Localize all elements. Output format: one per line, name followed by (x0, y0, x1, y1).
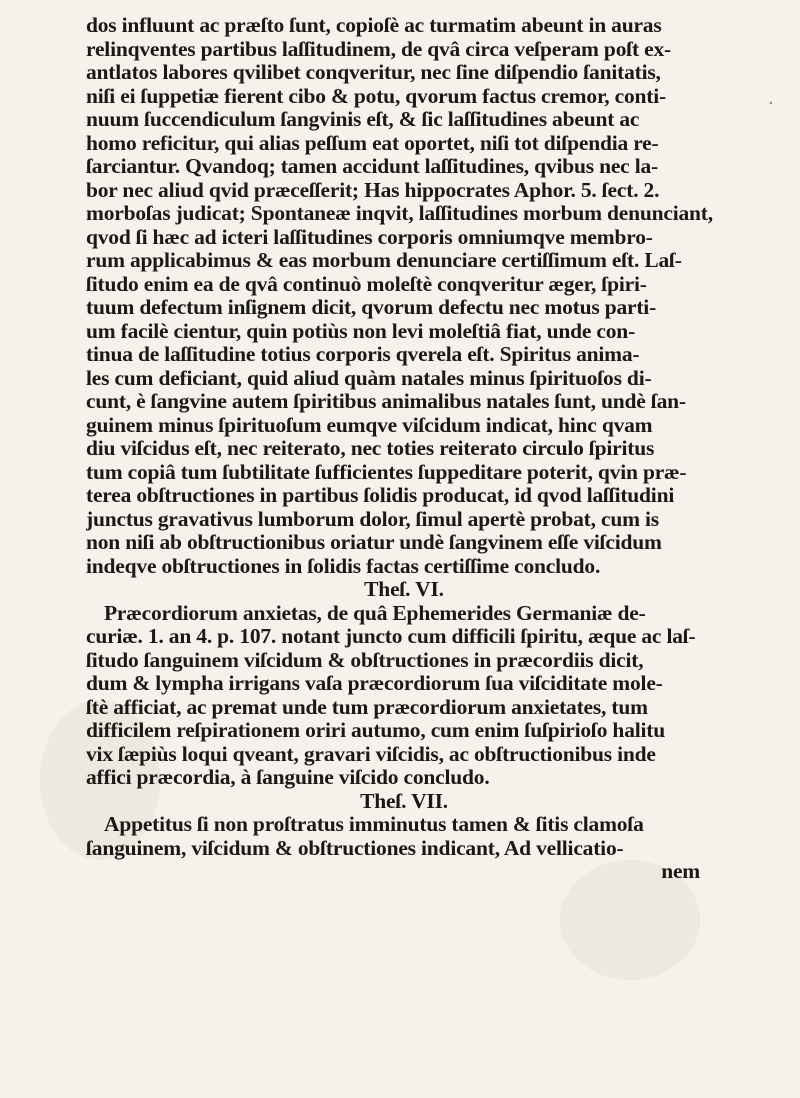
text-line: difficilem reſpirationem oriri autumo, cum enim ſuſpirioſo halitu (86, 719, 666, 742)
thesis-heading-6: Theſ. VI. (364, 578, 444, 601)
text-line: affici præcordia, à ſanguine viſcido concludo. (86, 766, 490, 789)
text-line: tuum defectum inſignem dicit, qvorum defectu nec motus parti- (86, 296, 657, 319)
text-line: ſanguinem, viſcidum & obſtructiones indicant, Ad vellicatio- (86, 836, 624, 860)
text-line: tum copiâ tum ſubtilitate ſufficientes ſuppeditare poterit, qvin præ- (86, 460, 687, 484)
margin-mark: . (768, 88, 774, 109)
text-line: les cum deficiant, quid aliud quàm natales minus ſpirituoſos di- (86, 366, 652, 390)
paragraph-thesis-6 (86, 602, 722, 790)
text-line: guinem minus ſpirituoſum eumqve viſcidum indicat, hinc qvam (86, 413, 653, 437)
text-line: Appetitus ſi non proſtratus imminutus tamen & ſitis clamoſa (104, 813, 644, 836)
paragraph-thesis-7 (86, 813, 722, 860)
body-text (86, 14, 722, 884)
text-line: cunt, è ſangvine autem ſpiritibus animalibus natales ſunt, undè ſan- (86, 390, 686, 413)
text-line: indeqve obſtructiones in ſolidis factas certiſſime concludo. (86, 554, 601, 578)
text-line: ſitudo ſanguinem viſcidum & obſtructiones in præcordiis dicit, (86, 648, 644, 672)
text-line: vix ſæpiùs loqui qveant, gravari viſcidis, ac obſtructionibus inde (86, 742, 656, 766)
text-line: antlatos labores qvilibet conqveritur, nec ſine diſpendio ſanitatis, (86, 61, 661, 84)
text-line: qvod ſi hæc ad icteri laſſitudines corporis omniumqve membro- (86, 225, 653, 249)
text-line: nuum ſuccendiculum ſangvinis eſt, & ſic laſſitudines abeunt ac (86, 108, 640, 131)
text-line: niſi ei ſuppetiæ fierent cibo & potu, qvorum factus cremor, conti- (86, 84, 667, 108)
text-line: ſarciantur. Qvandoq; tamen accidunt laſſitudines, qvibus nec la- (86, 155, 658, 178)
text-line: rum applicabimus & eas morbum denunciare certiſſimum eſt. Laſ- (86, 249, 682, 272)
text-line: relinqventes partibus laſſitudinem, de qvâ circa veſperam poſt ex- (86, 37, 671, 61)
text-line: morboſas judicat; Spontaneæ inqvit, laſſitudines morbum denunciant, (86, 202, 713, 225)
text-line: dos influunt ac præſto ſunt, copioſè ac turmatim abeunt in auras (86, 14, 662, 37)
text-line: ſitudo enim ea de qvâ continuò moleſtè conqveritur æger, ſpiri- (86, 272, 647, 296)
text-line: curiæ. 1. an 4. p. 107. notant juncto cum difficili ſpiritu, æque ac laſ- (86, 625, 696, 648)
text-line: bor nec aliud qvid præceſſerit; Has hippocrates Aphor. 5. ſect. 2. (86, 178, 660, 202)
text-line: tinua de laſſitudine totius corporis qverela eſt. Spiritus anima- (86, 343, 640, 366)
thesis-heading-7: Theſ. VII. (360, 789, 448, 813)
text-line: homo reficitur, qui alias peſſum eat oportet, niſi tot diſpendia re- (86, 131, 659, 155)
text-line: dum & lympha irrigans vaſa præcordiorum ſua viſciditate mole- (86, 672, 663, 695)
text-line: junctus gravativus lumborum dolor, ſimul apertè probat, cum is (86, 507, 659, 531)
text-line: ſtè afficiat, ac premat unde tum præcordiorum anxietates, tum (86, 695, 648, 719)
paragraph-main (86, 14, 722, 578)
text-line: diu viſcidus eſt, nec reiterato, nec toties reiterato circulo ſpiritus (86, 437, 655, 460)
text-line: um facilè cientur, quin potiùs non levi moleſtiâ fiat, unde con- (86, 319, 636, 343)
text-line: non niſi ab obſtructionibus oriatur undè ſangvinem eſſe viſcidum (86, 531, 662, 554)
catchword: nem (661, 860, 700, 883)
text-line: Præcordiorum anxietas, de quâ Ephemerides Germaniæ de- (104, 601, 646, 625)
text-line: terea obſtructiones in partibus ſolidis producat, id qvod laſſitudini (86, 484, 675, 507)
